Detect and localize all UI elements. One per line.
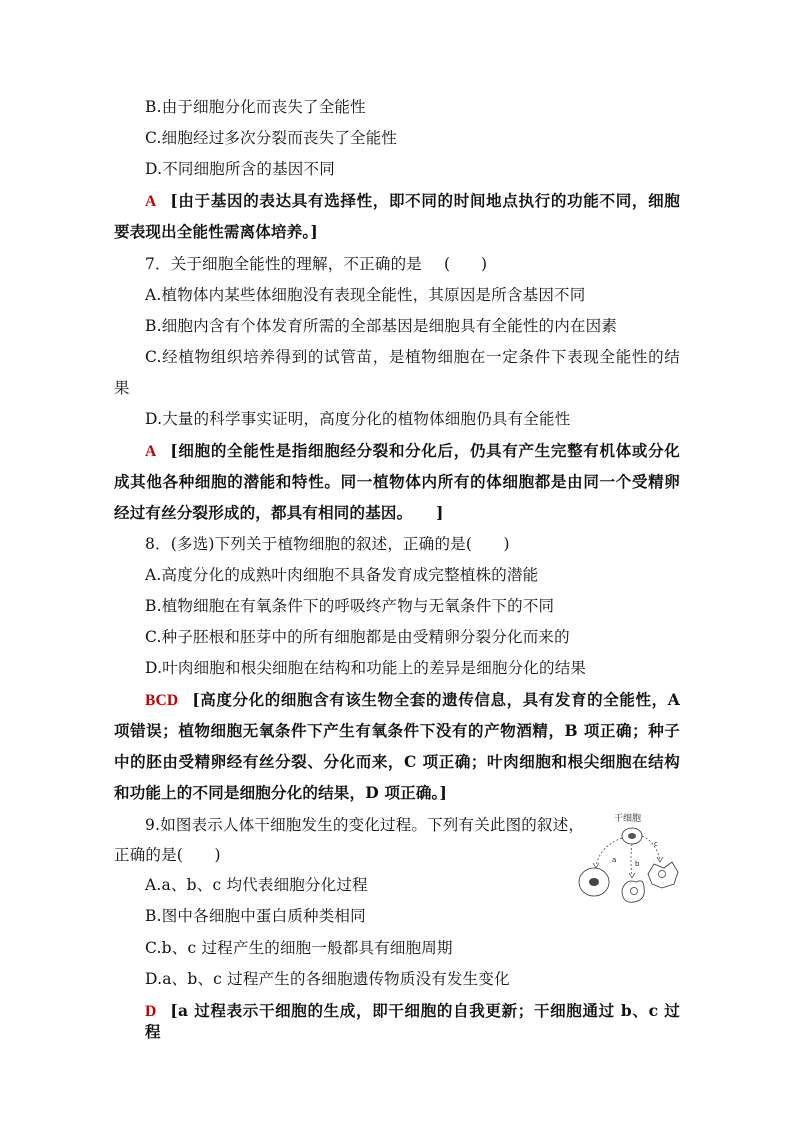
q8-stem: 8．(多选)下列关于植物细胞的叙述，正确的是( ) [145,535,510,553]
label-c: c [654,840,658,848]
differentiated-cell-b [622,881,644,902]
arrow-c [642,836,663,862]
q6-option-b: B.由于细胞分化而丧失了全能性 [145,98,366,116]
q9-option-c: C.b、c 过程产生的细胞一般都具有细胞周期 [145,939,453,957]
q7-answer-blank: ( ) [443,255,488,273]
q8-option-d: D.叶肉细胞和根尖细胞在结构和功能上的差异是细胞分化的结果 [145,659,587,677]
q9-answer: D [145,1003,157,1020]
q6-explanation-line-2: 要表现出全能性需离体培养。] [114,222,318,241]
q7-option-d: D.大量的科学事实证明，高度分化的植物体细胞仍具有全能性 [145,410,571,428]
q6-option-d: D.不同细胞所含的基因不同 [145,160,335,178]
q9-option-d: D.a、b、c 过程产生的各细胞遗传物质没有发生变化 [145,970,510,988]
q6-explanation-line-1 [145,191,680,212]
stem-cell-left [579,868,609,896]
q8-explanation-line-4: 和功能上的不同是细胞分化的结果，D 项正确。] [114,783,448,802]
q6-answer: A [145,193,157,210]
stem-cell-top [622,828,642,844]
label-a: a [612,856,617,864]
label-b: b [635,860,640,868]
diagram-title: 干细胞 [614,814,642,824]
q9-stem-line-1: 9.如图表示人体干细胞发生的变化过程。下列有关此图的叙述， [145,816,585,834]
q7-stem-text: 7．关于细胞全能性的理解，不正确的是 [145,255,422,273]
q7-explanation-text: [细胞的全能性是指细胞经分裂和分化后，仍具有产生完整有机体或分化 [170,441,680,460]
q7-explanation-line-3: 经过有丝分裂形成的，都具有相同的基因。 ] [114,503,444,522]
q6-option-c: C.细胞经过多次分裂而丧失了全能性 [145,129,398,147]
q8-answer: BCD [145,692,179,709]
q8-option-c: C.种子胚根和胚芽中的所有细胞都是由受精卵分裂分化而来的 [145,628,570,646]
q9-stem-line-2: 正确的是( ) [114,846,221,864]
q7-option-b: B.细胞内含有个体发育所需的全部基因是细胞具有全能性的内在因素 [145,317,618,335]
q8-explanation-line-2: 项错误；植物细胞无氧条件下产生有氧条件下没有的产物酒精，B 项正确；种子 [114,721,680,740]
q7-option-c-line-2: 果 [114,379,130,397]
q7-option-c-line-1: C.经植物组织培养得到的试管苗，是植物细胞在一定条件下表现全能性的结 [145,348,680,366]
arrow-a [593,838,622,868]
q9-option-b: B.图中各细胞中蛋白质种类相同 [145,907,366,925]
q8-option-a: A.高度分化的成熟叶肉细胞不具备发育成完整植株的潜能 [145,566,539,584]
q7-option-a: A.植物体内某些体细胞没有表现全能性，其原因是所含基因不同 [145,286,586,304]
q9-option-a: A.a、b、c 均代表细胞分化过程 [145,876,368,894]
q7-answer: A [145,443,157,460]
q8-explanation-text: [高度分化的细胞含有该生物全套的遗传信息，具有发育的全能性，A [192,690,680,709]
q8-explanation-line-3: 中的胚由受精卵经有丝分裂、分化而来，C 项正确；叶肉细胞和根尖细胞在结构 [114,752,680,771]
stem-cell-diagram [574,808,692,908]
q9-explanation-text: [a 过程表示干细胞的生成，即干细胞的自我更新；干细胞通过 b、c 过程 [145,1001,680,1041]
q8-option-b: B.植物细胞在有氧条件下的呼吸终产物与无氧条件下的不同 [145,597,555,615]
q7-explanation-line-1 [145,441,680,462]
q7-explanation-line-2: 成其他各种细胞的潜能和特性。同一植物体内所有的体细胞都是由同一个受精卵 [114,472,680,491]
q6-explanation-text: [由于基因的表达具有选择性，即不同的时间地点执行的功能不同，细胞 [170,191,680,210]
q9-explanation-line-1 [145,1001,680,1042]
q7-stem [145,254,487,274]
q8-explanation-line-1 [145,690,680,711]
differentiated-cell-c [648,862,678,888]
arrow-b [629,844,640,878]
